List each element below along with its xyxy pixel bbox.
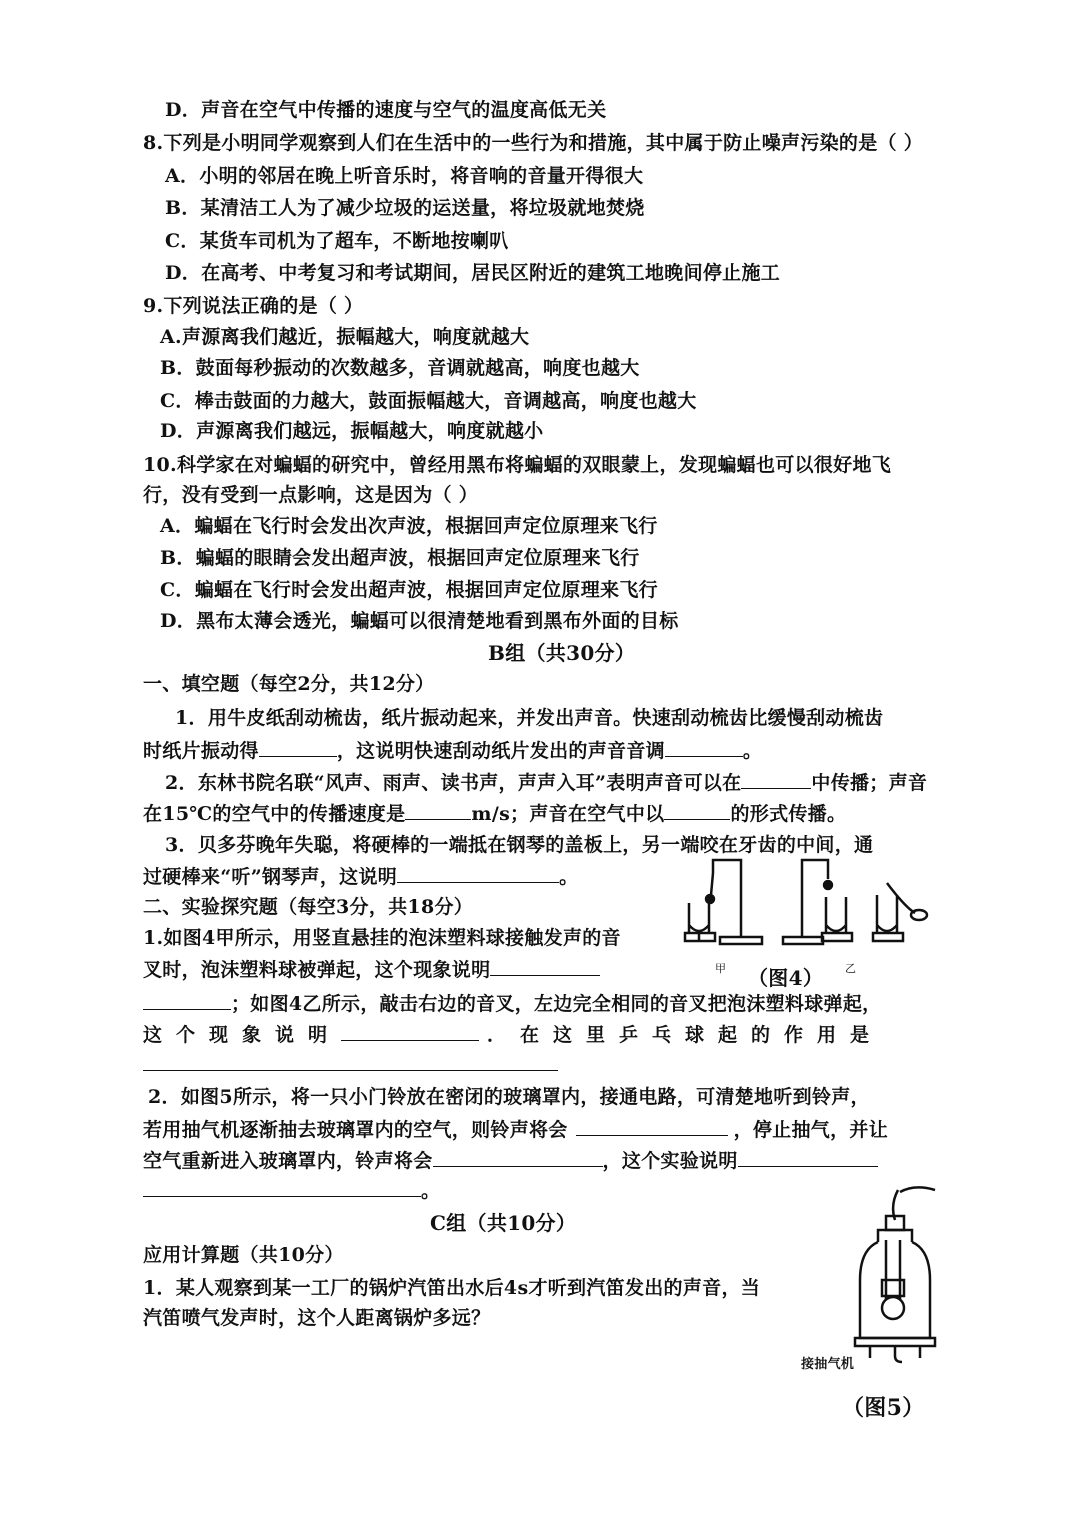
exp-q1-text-d: ．在这里乒乓球起的作用是 <box>487 1024 884 1046</box>
exp-q1-blank-1-cont[interactable] <box>143 991 231 1010</box>
exp-q1-line2 <box>143 957 600 982</box>
exp-q2-blank-1[interactable] <box>576 1117 728 1136</box>
q9-option-c: C．棒击鼓面的力越大，鼓面振幅越大，音调越高，响度也越大 <box>160 390 697 412</box>
group-c-title: C组（共10分） <box>430 1211 577 1235</box>
fill-q2-blank-1[interactable] <box>741 770 811 789</box>
fill-q3-blank[interactable] <box>397 864 559 883</box>
q9-stem: 9.下列说法正确的是（ ） <box>143 295 364 317</box>
exp-q1-blank-2[interactable] <box>341 1022 479 1041</box>
fill-q2-text-a: 2．东林书院名联“风声、雨声、读书声，声声入耳”表明声音可以在 <box>165 772 742 794</box>
exp-q1-line1: 1.如图4甲所示，用竖直悬挂的泡沫塑料球接触发声的音 <box>143 927 621 949</box>
fill-q3-text-b: 。 <box>559 866 579 888</box>
q8-stem: 8.下列是小明同学观察到人们在生活中的一些行为和措施，其中属于防止噪声污染的是（ ） <box>143 132 924 154</box>
q10-option-a: A．蝙蝠在飞行时会发出次声波，根据回声定位原理来飞行 <box>160 515 658 537</box>
fill-q1-line1: 1．用牛皮纸刮动梳齿，纸片振动起来，并发出声音。快速刮动梳齿比缓慢刮动梳齿 <box>175 707 884 729</box>
q10-option-b: B．蝙蝠的眼睛会发出超声波，根据回声定位原理来飞行 <box>160 547 640 569</box>
fill-section-heading: 一、填空题（每空2分，共12分） <box>143 673 435 695</box>
fill-q2-text-d: m/s；声音在空气中以 <box>471 803 665 825</box>
q10-stem-line1: 10.科学家在对蝙蝠的研究中，曾经用黑布将蝙蝠的双眼蒙上，发现蝙蝠也可以很好地飞 <box>143 454 892 476</box>
group-b-title: B组（共30分） <box>488 641 636 665</box>
fill-q1-line2 <box>143 738 762 763</box>
exp-q2-blank-3[interactable] <box>738 1148 878 1167</box>
q10-option-d: D．黑布太薄会透光，蝙蝠可以很清楚地看到黑布外面的目标 <box>160 610 679 632</box>
fill-q3-line1: 3．贝多芬晚年失聪，将硬棒的一端抵在钢琴的盖板上，另一端咬在牙齿的中间，通 <box>165 834 874 856</box>
exp-q2-blank-2[interactable] <box>433 1148 603 1167</box>
figure-4-label-jia: 甲 <box>715 962 727 975</box>
experiment-section-heading: 二、实验探究题（每空3分，共18分） <box>143 896 474 918</box>
fill-q2-text-b: 中传播；声音 <box>811 772 928 794</box>
fill-q3-text-a: 过硬棒来“听”钢琴声，这说明 <box>143 866 398 888</box>
fill-q2-blank-2[interactable] <box>405 801 471 820</box>
exp-q1-line4 <box>143 1022 883 1047</box>
exp-q2-line4 <box>143 1178 440 1203</box>
q8-option-b: B．某清洁工人为了减少垃圾的运送量，将垃圾就地焚烧 <box>165 197 645 219</box>
exp-q1-text-c: 这个现象说明 <box>143 1024 342 1046</box>
figure-5-pump-label: 接抽气机 <box>801 1357 855 1372</box>
exp-q1-line3 <box>143 991 881 1016</box>
calc-q1-line1: 1．某人观察到某一工厂的锅炉汽笛出水后4s才听到汽笛发出的声音，当 <box>143 1277 761 1299</box>
figure-5-bell-jar <box>790 1180 940 1370</box>
fill-q1-blank-1[interactable] <box>259 738 337 757</box>
exp-q2-text-c: 空气重新进入玻璃罩内，铃声将会 <box>143 1150 433 1172</box>
fill-q2-line2 <box>143 801 846 826</box>
exp-q2-text-e: 。 <box>421 1180 441 1202</box>
figure-4-tuning-forks <box>675 855 935 970</box>
exp-q2-line3 <box>143 1148 878 1173</box>
exp-q2-line1: 2．如图5所示，将一只小门铃放在密闭的玻璃罩内，接通电路，可清楚地听到铃声， <box>148 1086 870 1108</box>
exp-q2-text-b: ，停止抽气，并让 <box>733 1119 889 1141</box>
exp-q1-blank-3[interactable] <box>143 1052 558 1071</box>
fill-q1-text-c: 。 <box>742 740 763 762</box>
calc-q1-line2: 汽笛喷气发声时，这个人距离锅炉多远？ <box>143 1307 491 1329</box>
fill-q2-text-c: 在15℃的空气中的传播速度是 <box>143 803 406 825</box>
fill-q2-blank-3[interactable] <box>664 801 730 820</box>
q9-option-b: B．鼓面每秒振动的次数越多，音调就越高，响度也越大 <box>160 357 640 379</box>
fill-q1-text-a: 时纸片振动得 <box>143 740 259 762</box>
calc-section-heading: 应用计算题（共10分） <box>143 1244 344 1266</box>
q8-option-d: D．在高考、中考复习和考试期间，居民区附近的建筑工地晚间停止施工 <box>165 262 781 284</box>
fill-q3-line2 <box>143 864 578 889</box>
exp-q1-blank-1[interactable] <box>490 957 600 976</box>
q9-option-d: D．声源离我们越远，振幅越大，响度就越小 <box>160 420 544 442</box>
q8-option-a: A．小明的邻居在晚上听音乐时，将音响的音量开得很大 <box>165 165 644 187</box>
fill-q2-line1 <box>165 770 927 795</box>
q8-option-c: C．某货车司机为了超车，不断地按喇叭 <box>165 230 509 252</box>
q10-option-c: C．蝙蝠在飞行时会发出超声波，根据回声定位原理来飞行 <box>160 579 658 601</box>
q10-stem-line2: 行，没有受到一点影响，这是因为（ ） <box>143 484 479 506</box>
fill-q2-text-e: 的形式传播。 <box>730 803 847 825</box>
exp-q2-text-a: 若用抽气机逐渐抽去玻璃罩内的空气，则铃声将会 <box>143 1119 568 1141</box>
exp-q2-line2 <box>143 1117 888 1142</box>
q7-option-d: D．声音在空气中传播的速度与空气的温度高低无关 <box>165 99 607 121</box>
exp-q1-text-a: 叉时，泡沫塑料球被弹起，这个现象说明 <box>143 959 491 981</box>
fill-q1-blank-2[interactable] <box>665 738 743 757</box>
exp-q2-text-d: ，这个实验说明 <box>602 1150 738 1172</box>
q9-option-a: A.声源离我们越近，振幅越大，响度就越大 <box>160 326 530 348</box>
exp-q2-blank-3-cont[interactable] <box>143 1178 421 1197</box>
figure-5-caption: （图5） <box>842 1395 925 1421</box>
figure-4-caption: （图4） <box>748 966 824 990</box>
figure-4-label-yi: 乙 <box>845 962 857 975</box>
exp-q1-text-b: ；如图4乙所示，敲击右边的音叉，左边完全相同的音叉把泡沫塑料球弹起， <box>231 993 882 1015</box>
fill-q1-text-b: ，这说明快速刮动纸片发出的声音音调 <box>336 740 665 762</box>
